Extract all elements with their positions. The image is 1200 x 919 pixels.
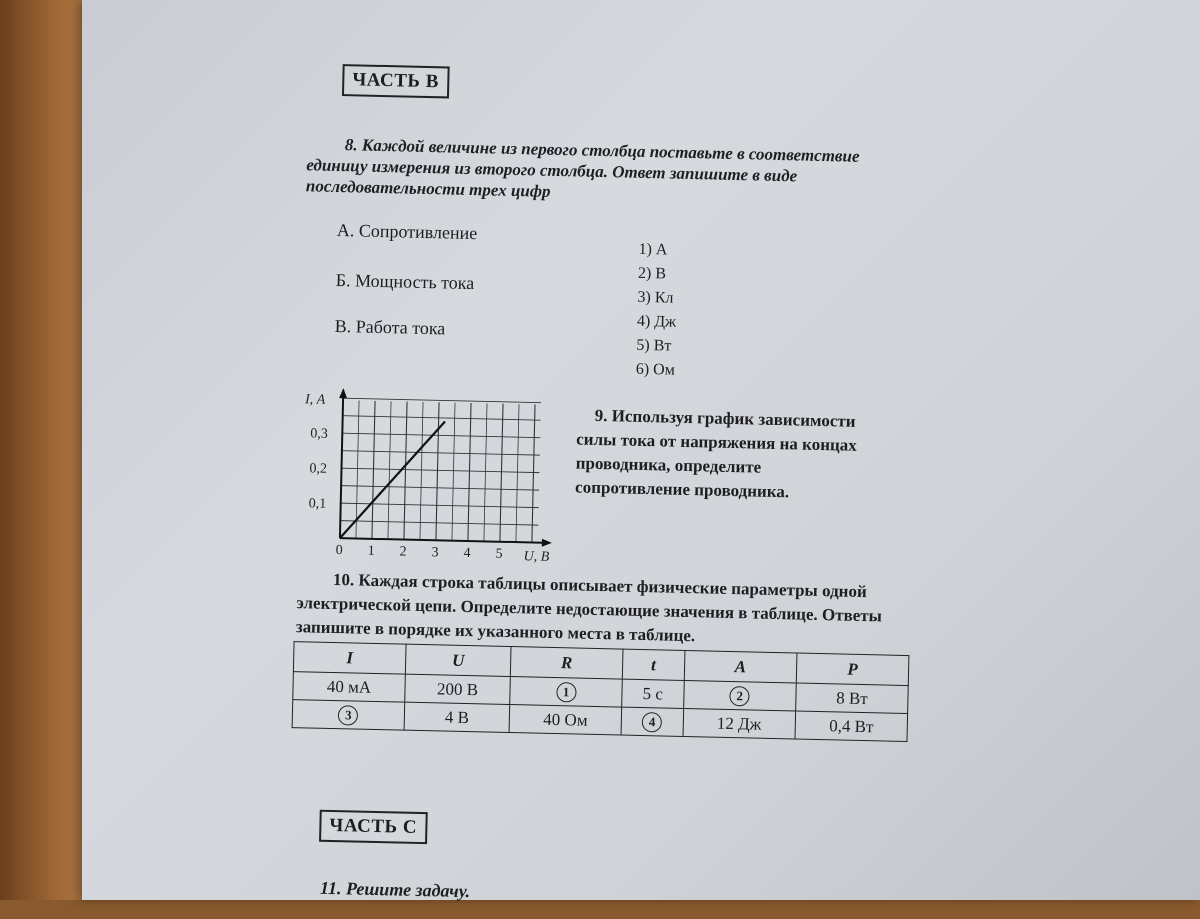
cell-voltage: 200 В (405, 674, 511, 704)
y-axis-arrow (339, 388, 347, 398)
unit-4: 4) Дж (636, 312, 677, 331)
grid-line (342, 433, 540, 437)
y-tick-label: 0,3 (310, 426, 328, 442)
grid-line (340, 521, 538, 525)
question-8-text: 8. Каждой величине из первого столбца поставьте в соответствие единицу измерения из второго столбца. Ответ запишите в виде последовательности трех цифр (305, 135, 860, 201)
grid-line (516, 404, 519, 542)
question-9-text: 9. Используя график зависимости силы тока от напряжения на концах проводника, определите сопротивление проводника. (574, 405, 857, 502)
blank-marker-4: 4 (642, 712, 662, 732)
quantity-a: А. Сопротивление (336, 219, 478, 244)
unit-2: 2) В (637, 264, 667, 283)
part-b-label: ЧАСТЬ В (342, 64, 449, 98)
grid-line (452, 403, 455, 541)
part-c-label: ЧАСТЬ С (319, 810, 427, 844)
grid-line (436, 402, 439, 540)
question-11-text: 11. Решите задачу. (319, 877, 471, 902)
cell-current (292, 700, 405, 731)
cell-resistance: 40 Ом (509, 705, 622, 736)
grid-line (342, 468, 540, 472)
unit-5: 5) Вт (636, 336, 672, 355)
unit-3: 3) Кл (637, 288, 674, 307)
blank-marker-2: 2 (730, 686, 750, 706)
x-tick-label: 3 (431, 545, 439, 561)
header-R: R (510, 647, 623, 680)
cell-power: 0,4 Вт (795, 711, 908, 742)
cell-work (683, 680, 796, 711)
grid-line (484, 403, 487, 541)
y-axis (340, 390, 343, 538)
x-tick-label: 5 (495, 546, 503, 562)
header-t: t (622, 649, 684, 680)
grid-line (342, 451, 540, 455)
cell-power: 8 Вт (796, 683, 909, 714)
header-A: A (684, 650, 797, 683)
grid-line (500, 404, 503, 542)
grid-line (372, 401, 375, 539)
current-voltage-chart (293, 385, 572, 571)
cell-voltage: 4 В (404, 702, 510, 732)
y-axis-label: I, А (304, 392, 326, 408)
grid-line (532, 405, 535, 543)
grid-line (420, 402, 423, 540)
grid-line (468, 403, 471, 541)
y-tick-label: 0,2 (309, 461, 328, 477)
question-10-text: 10. Каждая строка таблицы описывает физические параметры одной электрической цепи. Определите недостающие значения в таблице. Ответы запишите в порядке их указанного места в таблице. (295, 569, 883, 646)
grid-line (341, 486, 539, 490)
cell-current: 40 мА (293, 672, 406, 703)
x-tick-label: 0 (335, 543, 343, 559)
header-P: P (796, 653, 909, 686)
cell-time (621, 707, 683, 736)
parameters-table (292, 641, 910, 742)
header-U: U (405, 644, 511, 676)
chart-grid (340, 398, 541, 542)
blank-marker-1: 1 (556, 682, 576, 702)
quantity-b: Б. Мощность тока (335, 269, 475, 294)
grid-line (404, 402, 407, 540)
cell-work: 12 Дж (683, 708, 796, 739)
x-axis-label: U, В (523, 549, 550, 565)
grid-line (343, 398, 541, 402)
grid-line (343, 416, 541, 420)
header-I: I (293, 642, 406, 675)
x-tick-label: 2 (399, 544, 407, 560)
x-tick-label: 1 (367, 543, 375, 559)
grid-line (388, 401, 391, 539)
x-axis (340, 538, 548, 543)
blank-marker-3: 3 (338, 705, 358, 725)
cell-time: 5 с (622, 679, 684, 708)
cell-resistance (510, 677, 623, 708)
unit-6: 6) Ом (635, 360, 676, 379)
y-tick-label: 0,1 (308, 496, 327, 512)
unit-1: 1) А (638, 240, 668, 259)
quantity-v: В. Работа тока (334, 315, 446, 339)
x-axis-arrow (542, 539, 552, 547)
x-tick-label: 4 (463, 545, 471, 562)
